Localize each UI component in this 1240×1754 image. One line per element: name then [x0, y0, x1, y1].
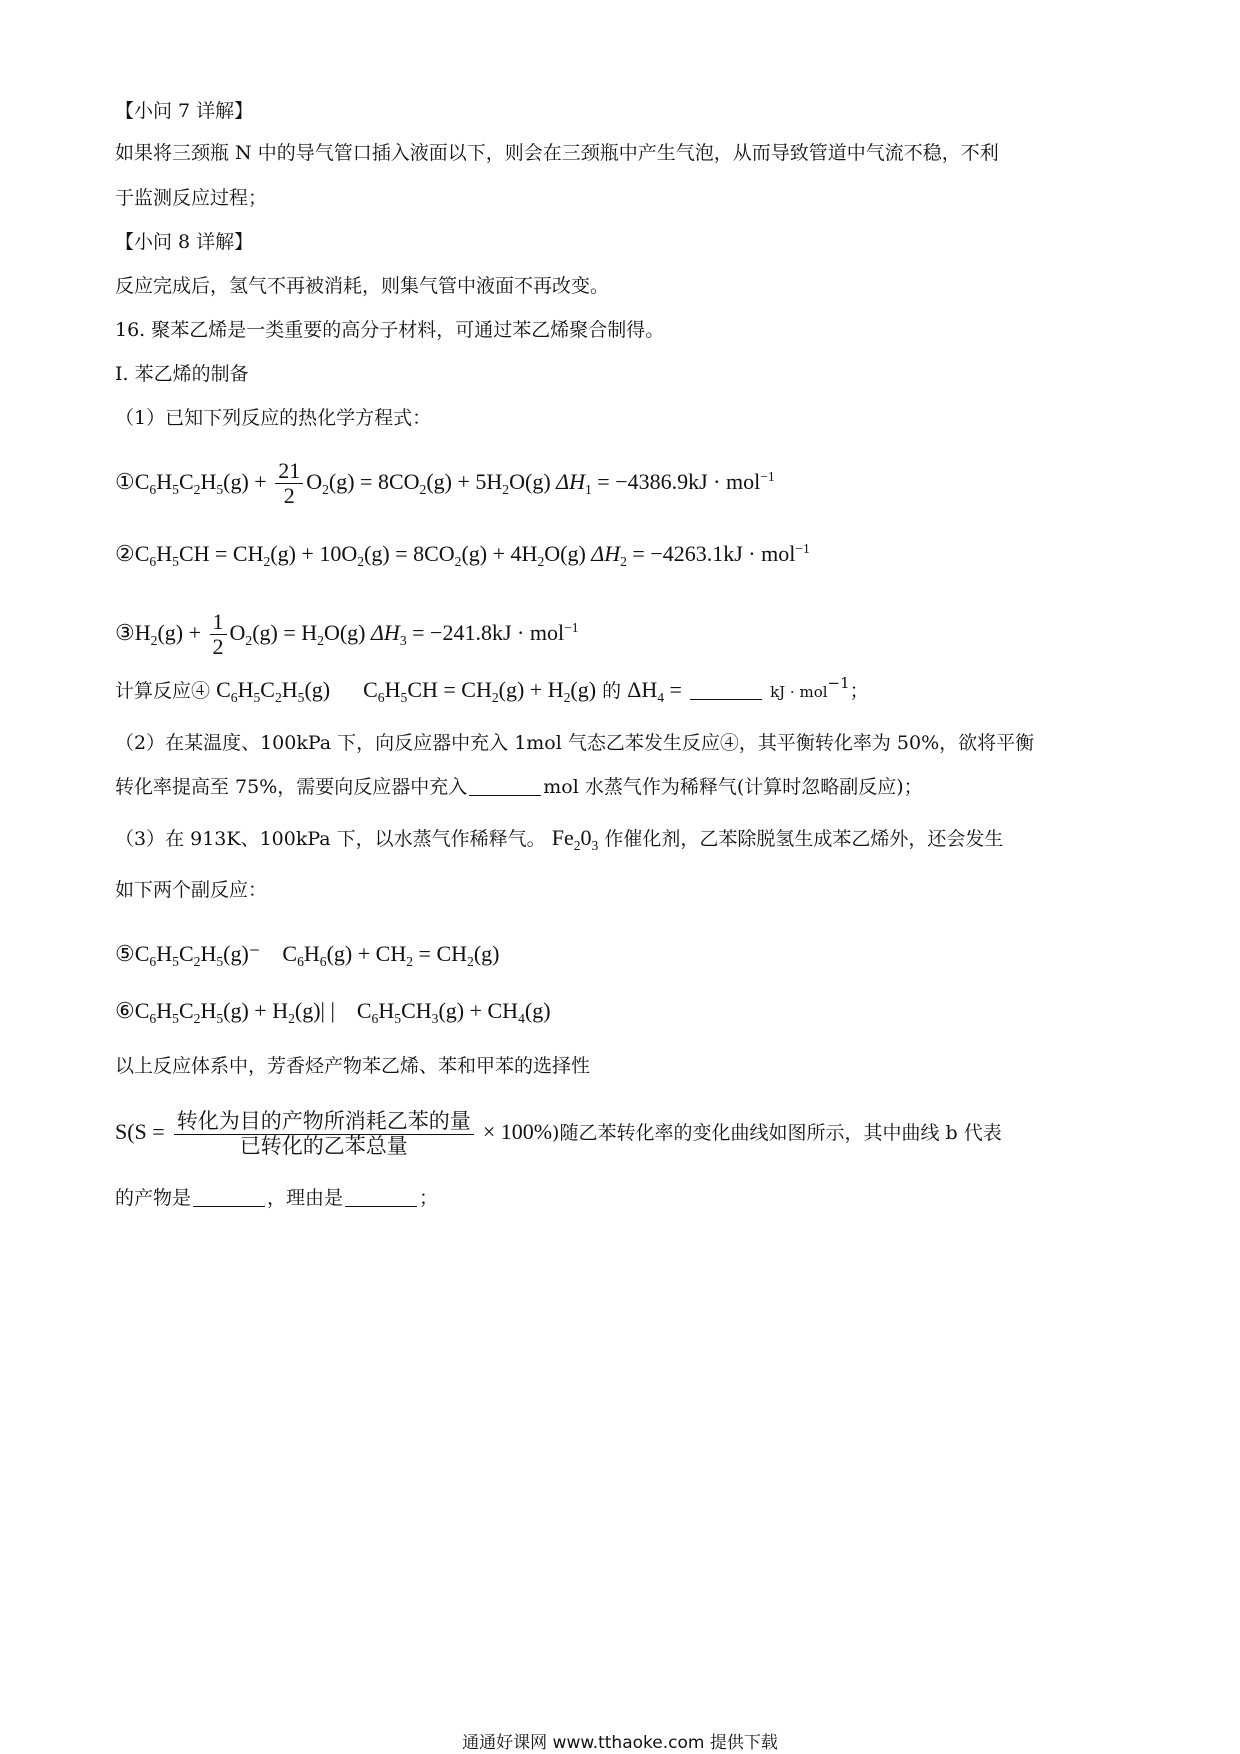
q8-header: 【小问 8 详解】	[115, 231, 254, 253]
equation-5: $⑤C_6H_5C_2H_5(g)^-$ $C_6H_6(g) + CH_2 = CH_2(g)$	[115, 941, 500, 969]
last-line: 的产物是 ，理由是 ；	[115, 1187, 439, 1209]
sub2-line2: 转化率提高至 75%，需要向反应器中充入 mol 水蒸气作为稀释气(计算时忽略副反应)；	[115, 776, 923, 798]
sub1-text: （1）已知下列反应的热化学方程式：	[115, 407, 432, 429]
equation-6: $⑥C_6H_5C_2H_5(g) + H_2(g)|$ | $C_6H_5CH_3(g) + CH_4(g)$	[115, 998, 551, 1026]
equation-1: $①C_6H_5C_2H_5(g)$ + $\frac{21}{2}$ $O_2(g) = 8CO_2(g) + 5H_2O(g) \Delta H_1 = -4386.9kJ \cdot mol^{-1}$	[115, 458, 775, 509]
answer-blank-steam-mol[interactable]	[469, 777, 541, 796]
equation-3: $③H_2(g)$ + $\frac{1}{2}$ $O_2(g) = H_2O(g) \Delta H_3 = -241.8kJ \cdot mol^{-1}$	[115, 609, 579, 660]
q7-text-line2: 于监测反应过程；	[115, 187, 268, 209]
selectivity-fraction: $\frac{\text{转化为目的产物所消耗乙苯的量}}{\text{已转化的乙苯总量}}$	[174, 1110, 474, 1157]
selectivity-formula: S(S = $\frac{\text{转化为目的产物所消耗乙苯的量}}{\text{已转化的乙苯总量}}$ × 100%)随乙苯转化率的变化曲线如图所示，其中曲线 b 代表	[115, 1109, 1002, 1158]
sub3-line1: （3）在 913K、100kPa 下，以水蒸气作稀释气。 $Fe_20_3$ 作催化剂，乙苯除脱氢生成苯乙烯外，还会发生	[115, 825, 1004, 853]
sub2-line1: （2）在某温度、100kPa 下，向反应器中充入 1mol 气态乙苯发生反应④，其平衡转化率为 50%，欲将平衡	[115, 732, 1035, 754]
question16-stem: 16. 聚苯乙烯是一类重要的高分子材料，可通过苯乙烯聚合制得。	[115, 319, 665, 341]
sub3-line2: 如下两个副反应：	[115, 879, 268, 901]
answer-blank-product[interactable]	[193, 1188, 265, 1207]
q7-text-line1: 如果将三颈瓶 N 中的导气管口插入液面以下，则会在三颈瓶中产生气泡，从而导致管道中气流不稳，不利	[115, 142, 999, 164]
calc-reaction-4: 计算反应④ $C_6H_5C_2H_5(g)$ $C_6H_5CH = CH_2(g) + H_2(g)$ 的 $\Delta H_4$ = kJ · mol$^{-1}$；	[115, 674, 869, 705]
answer-blank-reason[interactable]	[345, 1188, 417, 1207]
selectivity-line: 以上反应体系中，芳香烃产物苯乙烯、苯和甲苯的选择性	[115, 1055, 591, 1077]
fraction-21-2: $\frac{21}{2}$	[275, 459, 303, 508]
fraction-1-2: $\frac{1}{2}$	[210, 610, 227, 659]
catalyst-formula: $Fe_20_3$	[551, 825, 599, 853]
q8-text-line1: 反应完成后，氢气不再被消耗，则集气管中液面不再改变。	[115, 275, 610, 297]
equation-2: $②C_6H_5CH = CH_2(g) + 10O_2(g) = 8CO_2(g) + 4H_2O(g) \Delta H_2 = -4263.1kJ \cdot mol^{-1}$	[115, 540, 810, 569]
page-footer: 通通好课网 www.tthaoke.com 提供下载	[462, 1733, 778, 1753]
part-I-heading: I. 苯乙烯的制备	[115, 363, 249, 385]
q7-header: 【小问 7 详解】	[115, 100, 254, 122]
answer-blank-dh4[interactable]	[690, 681, 762, 700]
